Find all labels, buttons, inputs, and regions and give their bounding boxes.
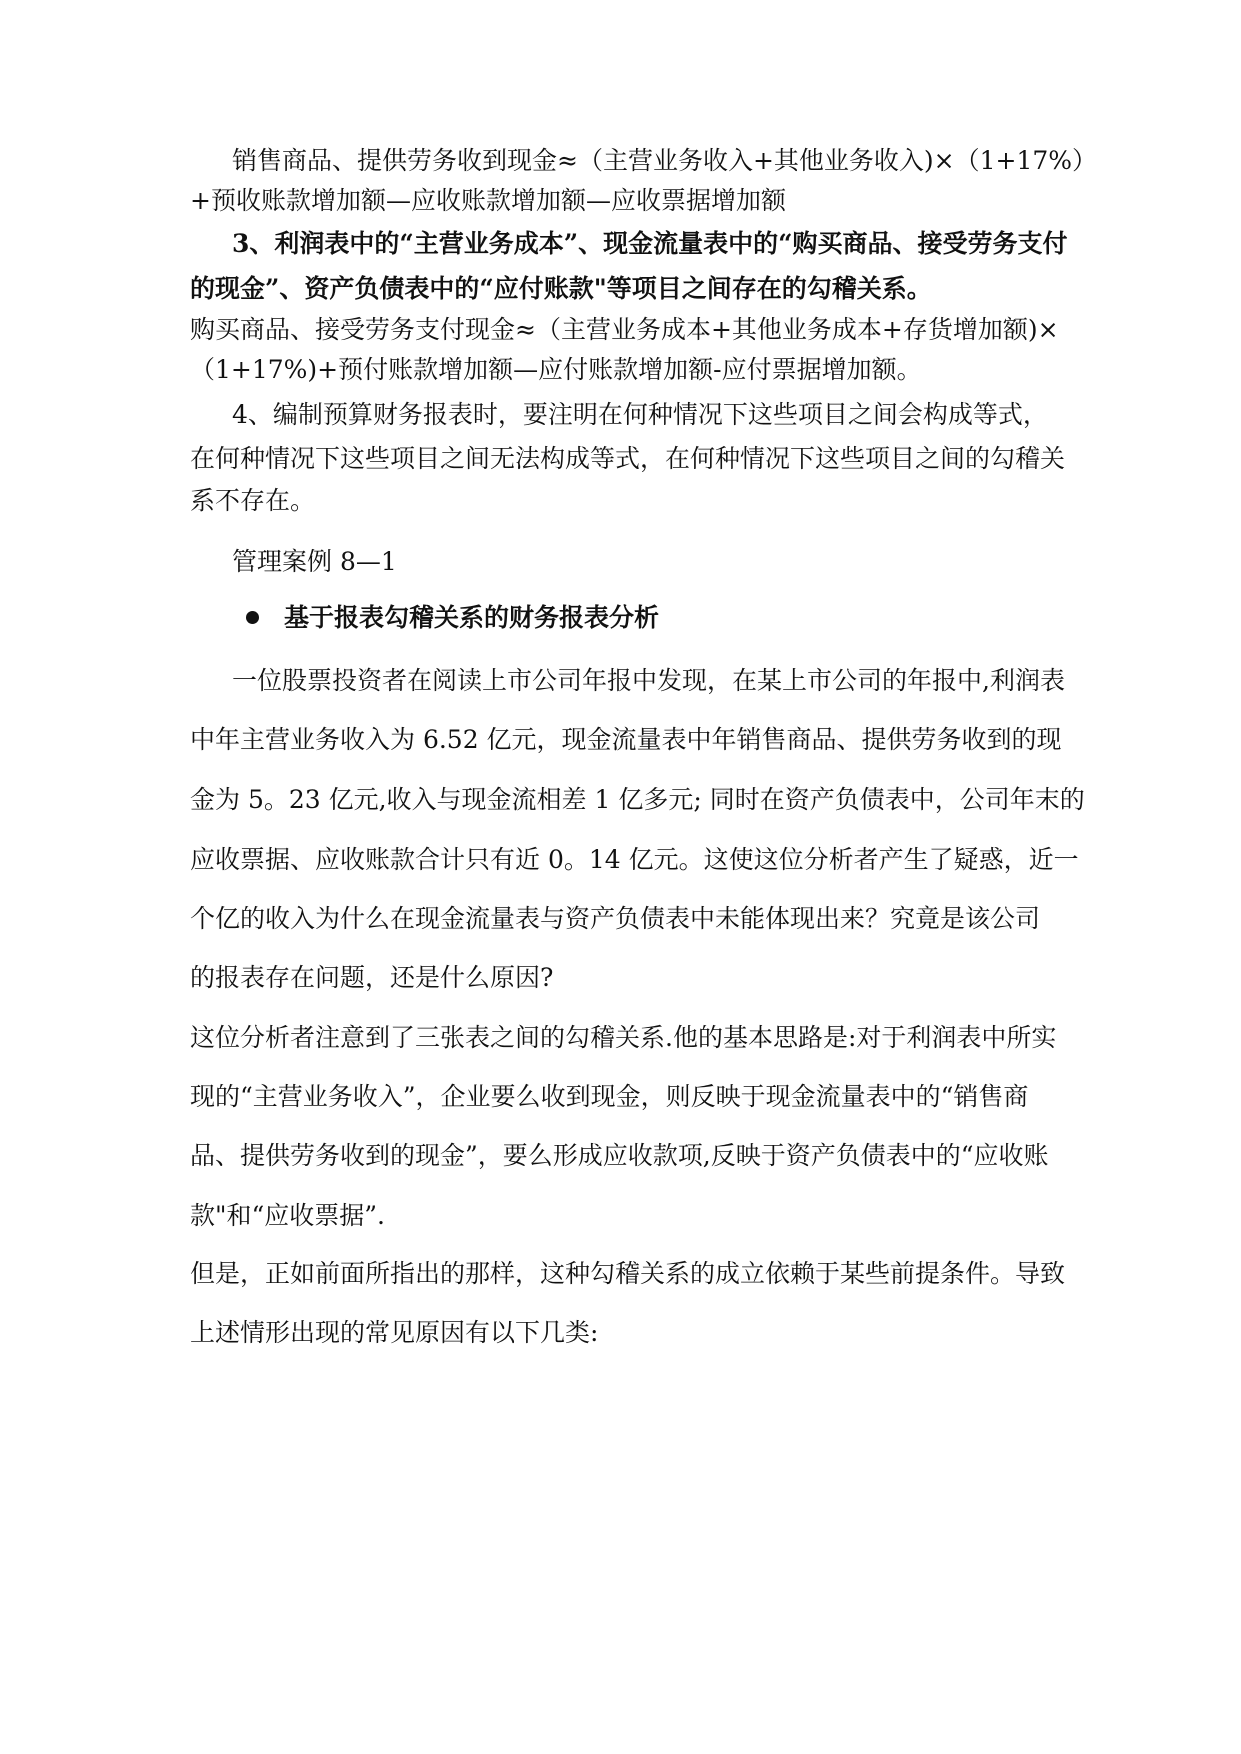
formula2-line-2: （1+17%)+预付账款增加额—应付账款增加额-应付票据增加额。 xyxy=(190,355,922,384)
case-para-1-line-3: 金为 5。23 亿元,收入与现金流相差 1 亿多元; 同时在资产负债表中，公司年末的 xyxy=(190,785,1085,814)
para-4-line-2: 在何种情况下这些项目之间无法构成等式，在何种情况下这些项目之间的勾稽关 xyxy=(190,444,1066,473)
formula2-line-1: 购买商品、接受劳务支付现金≈（主营业务成本+其他业务成本+存货增加额)× xyxy=(190,315,1059,344)
case-para-1-line-1: 一位股票投资者在阅读上市公司年报中发现，在某上市公司的年报中,利润表 xyxy=(232,666,1065,695)
bullet-icon xyxy=(246,611,259,624)
case-para-3-line-1: 但是，正如前面所指出的那样，这种勾稽关系的成立依赖于某些前提条件。导致 xyxy=(190,1259,1066,1288)
case-para-3-line-2: 上述情形出现的常见原因有以下几类: xyxy=(190,1318,599,1347)
case-para-2-line-3: 品、提供劳务收到的现金”，要么形成应收款项,反映于资产负债表中的“应收账 xyxy=(190,1141,1049,1170)
formula-line-2: +预收账款增加额—应收账款增加额—应收票据增加额 xyxy=(190,186,786,215)
case-para-1-line-2: 中年主营业务收入为 6.52 亿元，现金流量表中年销售商品、提供劳务收到的现 xyxy=(190,725,1062,754)
case-para-1-line-4: 应收票据、应收账款合计只有近 0。14 亿元。这使这位分析者产生了疑惑，近一 xyxy=(190,845,1079,874)
case-para-1-line-6: 的报表存在问题，还是什么原因? xyxy=(190,963,554,992)
case-title: 基于报表勾稽关系的财务报表分析 xyxy=(284,603,660,632)
case-para-2-line-2: 现的“主营业务收入”，企业要么收到现金，则反映于现金流量表中的“销售商 xyxy=(190,1082,1029,1111)
case-para-1-line-5: 个亿的收入为什么在现金流量表与资产负债表中未能体现出来？究竟是该公司 xyxy=(190,904,1041,933)
case-para-2-line-1: 这位分析者注意到了三张表之间的勾稽关系.他的基本思路是:对于利润表中所实 xyxy=(190,1023,1057,1052)
heading-3-line-2: 的现金”、资产负债表中的“应付账款"等项目之间存在的勾稽关系。 xyxy=(190,274,932,303)
case-para-2-line-4: 款"和“应收票据”. xyxy=(190,1201,386,1230)
para-4-line-1: 4、编制预算财务报表时，要注明在何种情况下这些项目之间会构成等式， xyxy=(232,400,1048,429)
case-label: 管理案例 8—1 xyxy=(232,547,397,576)
heading-3-line-1: 3、利润表中的“主营业务成本”、现金流量表中的“购买商品、接受劳务支付 xyxy=(232,229,1068,258)
para-4-line-3: 系不存在。 xyxy=(190,486,316,515)
formula-line-1: 销售商品、提供劳务收到现金≈（主营业务收入+其他业务收入)×（1+17%） xyxy=(232,146,1098,175)
